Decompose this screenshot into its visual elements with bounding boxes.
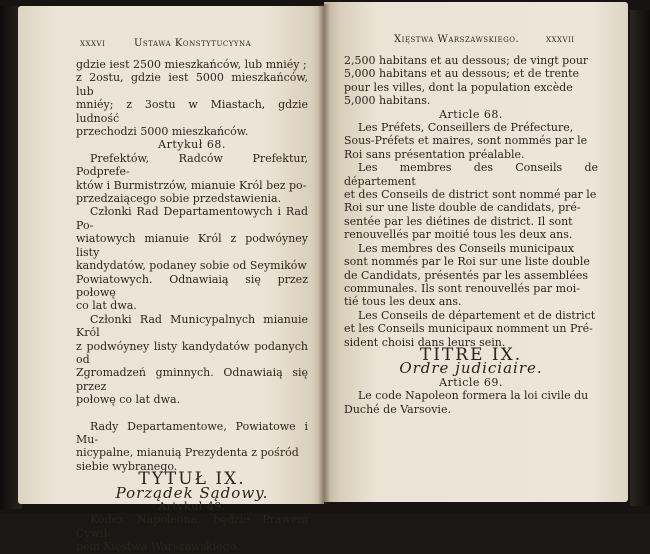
text-line: Członki Rad Municypalnych mianuie Król (76, 312, 308, 340)
article-heading: Article 68. (439, 107, 503, 121)
text-line: 2,500 habitans et au dessous; de vingt pour (344, 54, 589, 67)
text-line: Les Préfets, Conseillers de Préfecture, (358, 121, 574, 135)
text-line: sident choisi dans leurs sein. (344, 335, 506, 349)
left-running-head: Ustawa Konstytucyyna (134, 38, 252, 49)
text-line: 5,000 habitans et au dessous; et de trente (344, 67, 580, 81)
title-heading: TITRE IX. (419, 344, 523, 365)
left-page-body (76, 58, 308, 554)
text-line: mniéy; z 3ostu w Miastach, gdzie ludność (76, 98, 308, 125)
article-heading: Artykuł 49. (158, 500, 226, 513)
text-line: renouvellés par moitié tous les deux ans. (344, 228, 573, 242)
text-line: z 2ostu, gdzie iest 5000 mieszkańców, lub (76, 71, 308, 98)
text-line: pour les villes, dont la population excède (344, 80, 573, 94)
text-line: Powiatowych. Odnawiaią się przez połowę (76, 272, 308, 299)
text-line: połowę co lat dwa. (76, 393, 181, 407)
text-line: et des Conseils de district sont nommé par le (344, 188, 597, 202)
text-line: Le code Napoleon formera la loi civile du (358, 389, 589, 403)
text-line: et les Conseils municipaux nomment un Pré- (344, 322, 593, 336)
text-line: kandydatów, podaney sobie od Seymików (76, 259, 307, 273)
text-line: pém Xięstwa Warszawskiego. (76, 540, 240, 554)
title-heading: TYTUŁ IX. (138, 469, 246, 490)
text-line: siebie wybranego. (76, 459, 178, 473)
text-line: tié tous les deux ans. (344, 295, 462, 309)
article-heading: Artykuł 68. (158, 138, 226, 152)
text-line: 5,000 habitans. (344, 94, 431, 108)
text-line: Les membres des Conseils municipaux (358, 241, 575, 255)
text-line: de Candidats, présentés par les assemblées (344, 268, 588, 282)
text-line: sont nommés par le Roi sur une liste double (344, 255, 590, 269)
right-page-body (344, 54, 598, 416)
text-line: nicypalne, mianuią Prezydenta z pośród (76, 446, 299, 460)
text-line: Członki Rad Departamentowych i Rad Po- (76, 205, 308, 232)
title-subheading: Ordre judiciaire. (399, 359, 543, 378)
title-subheading: Porządek Sądowy. (115, 483, 269, 502)
text-line: Sous-Préfets et maires, sont nommés par le (344, 134, 588, 148)
paragraph-gap (76, 407, 308, 420)
right-running-head: Xięstwa Warszawskiego. (394, 34, 520, 45)
text-line: któw i Burmistrzów, mianuie Król bez po- (76, 178, 307, 192)
text-line: Rady Departamentowe, Powiatowe i Mu- (76, 419, 308, 446)
book-gutter (318, 4, 330, 504)
article-heading: Article 69. (439, 375, 503, 389)
text-line: gdzie iest 2500 mieszkańców, lub mniéy ; (76, 58, 307, 71)
text-line: Zgromadzeń gminnych. Odnawiaią się przez (76, 366, 308, 393)
book-cover-right (630, 10, 650, 506)
text-line: Roi sur une liste double de candidats, pré- (344, 201, 581, 215)
right-page (324, 2, 628, 502)
text-line: Prefektów, Radców Prefektur, Podprefe- (76, 151, 308, 179)
text-line: co lat dwa. (76, 299, 137, 313)
right-page-number: xxxvii (546, 34, 575, 45)
text-line: Kodex Napoleona, będzie Prawem Cywil- (76, 513, 308, 540)
text-line: przedzaiącego sobie przedstawienia. (76, 192, 282, 206)
text-line: Roi sans présentation préalable. (344, 147, 525, 161)
text-line: wiatowych mianuie Król z podwóyney listy (76, 232, 308, 259)
text-line: communales. Ils sont renouvellés par moi- (344, 281, 580, 295)
left-page-number: xxxvi (80, 38, 106, 49)
text-line: sentée par les diétines de district. Il sont (344, 214, 573, 228)
text-line: Les membres des Conseils de département (344, 161, 598, 188)
text-line: Duché de Varsovie. (344, 402, 451, 416)
text-line: z podwóyney listy kandydatów podanych od (76, 339, 308, 366)
left-page (18, 6, 324, 554)
text-line: przechodzi 5000 mieszkańców. (76, 125, 249, 139)
text-line: Les Conseils de département et de district (358, 308, 596, 322)
